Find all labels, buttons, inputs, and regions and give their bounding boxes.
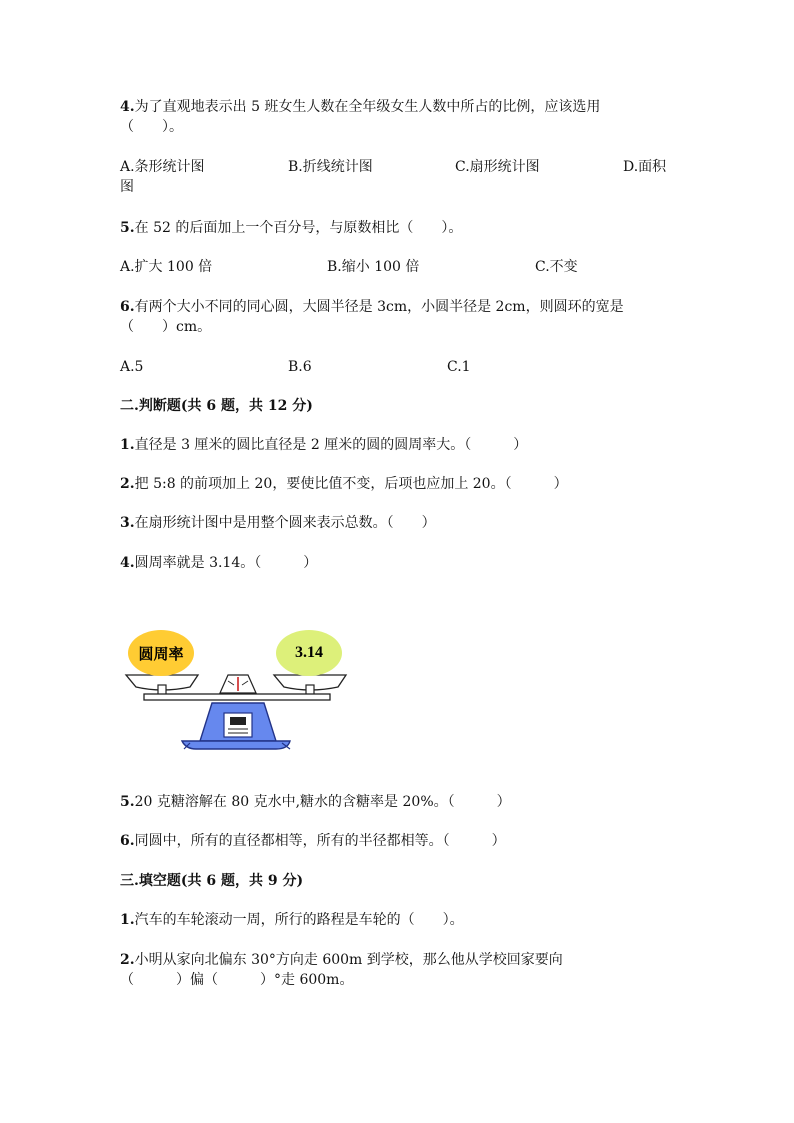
item-text: 在扇形统计图中是用整个圆来表示总数。（ ） xyxy=(134,515,436,531)
fill-item-2-blank-line: （ ）偏（ ）°走 600m。 xyxy=(120,972,354,988)
question-number: 4. xyxy=(120,99,135,115)
judge-item-2 xyxy=(120,474,568,494)
question-5-stem xyxy=(120,218,462,238)
judge-item-3 xyxy=(120,513,436,533)
option-d-wrap: 图 xyxy=(120,179,134,195)
option-c: C.不变 xyxy=(535,259,578,275)
question-number: 6. xyxy=(120,299,135,315)
item-number: 5. xyxy=(120,794,135,810)
option-b: B.6 xyxy=(288,359,312,375)
option-c: C.1 xyxy=(447,359,471,375)
judge-item-1 xyxy=(120,435,527,455)
item-number: 1. xyxy=(120,437,135,453)
option-d: D.面积 xyxy=(623,159,667,175)
fill-item-1 xyxy=(120,910,464,930)
question-4-stem xyxy=(120,97,600,117)
judge-item-5 xyxy=(120,792,511,812)
option-a: A.扩大 100 倍 xyxy=(120,259,213,275)
judge-item-6 xyxy=(120,831,506,851)
section-2-title: 二.判断题(共 6 题，共 12 分) xyxy=(120,398,313,414)
scale-base xyxy=(182,741,290,749)
option-a: A.5 xyxy=(120,359,144,375)
question-number: 5. xyxy=(120,220,135,236)
question-6-stem xyxy=(120,297,624,317)
option-a: A.条形统计图 xyxy=(120,159,205,175)
pi-label: 圆周率 xyxy=(138,644,184,663)
scale-beam xyxy=(144,694,330,700)
item-text: 圆周率就是 3.14。（ ） xyxy=(134,555,318,571)
left-label-oval xyxy=(128,630,194,676)
section-3-title: 三.填空题(共 6 题，共 9 分) xyxy=(120,873,304,889)
item-text: 直径是 3 厘米的圆比直径是 2 厘米的圆的圆周率大。（ ） xyxy=(134,437,528,453)
item-text: 把 5:8 的前项加上 20，要使比值不变，后项也应加上 20。（ ） xyxy=(134,476,568,492)
display-screen xyxy=(230,717,246,725)
item-number: 2. xyxy=(120,476,135,492)
item-number: 4. xyxy=(120,555,135,571)
item-text: 20 克糖溶解在 80 克水中,糖水的含糖率是 20%。（ ） xyxy=(134,794,511,810)
fill-item-2 xyxy=(120,950,563,970)
question-text: 有两个大小不同的同心圆，大圆半径是 3cm，小圆半径是 2cm，则圆环的宽是 xyxy=(134,299,624,315)
value-label: 3.14 xyxy=(295,644,323,661)
item-number: 2. xyxy=(120,952,135,968)
option-b: B.缩小 100 倍 xyxy=(327,259,420,275)
question-text: 为了直观地表示出 5 班女生人数在全年级女生人数中所占的比例，应该选用 xyxy=(134,99,601,115)
option-c: C.扇形统计图 xyxy=(455,159,540,175)
item-number: 3. xyxy=(120,515,135,531)
item-text: 小明从家向北偏东 30°方向走 600m 到学校，那么他从学校回家要向 xyxy=(134,952,563,968)
balance-scale-figure xyxy=(124,625,356,755)
question-4-blank-line: （ ）。 xyxy=(120,119,183,135)
item-text: 汽车的车轮滚动一周，所行的路程是车轮的（ ）。 xyxy=(134,912,464,928)
item-number: 6. xyxy=(120,833,135,849)
question-text: 在 52 的后面加上一个百分号，与原数相比（ ）。 xyxy=(134,220,463,236)
judge-item-4 xyxy=(120,553,317,573)
right-label-oval xyxy=(276,630,342,676)
item-number: 1. xyxy=(120,912,135,928)
option-b: B.折线统计图 xyxy=(288,159,373,175)
question-6-blank-line: （ ）cm。 xyxy=(120,319,212,335)
item-text: 同圆中，所有的直径都相等，所有的半径都相等。（ ） xyxy=(134,833,506,849)
